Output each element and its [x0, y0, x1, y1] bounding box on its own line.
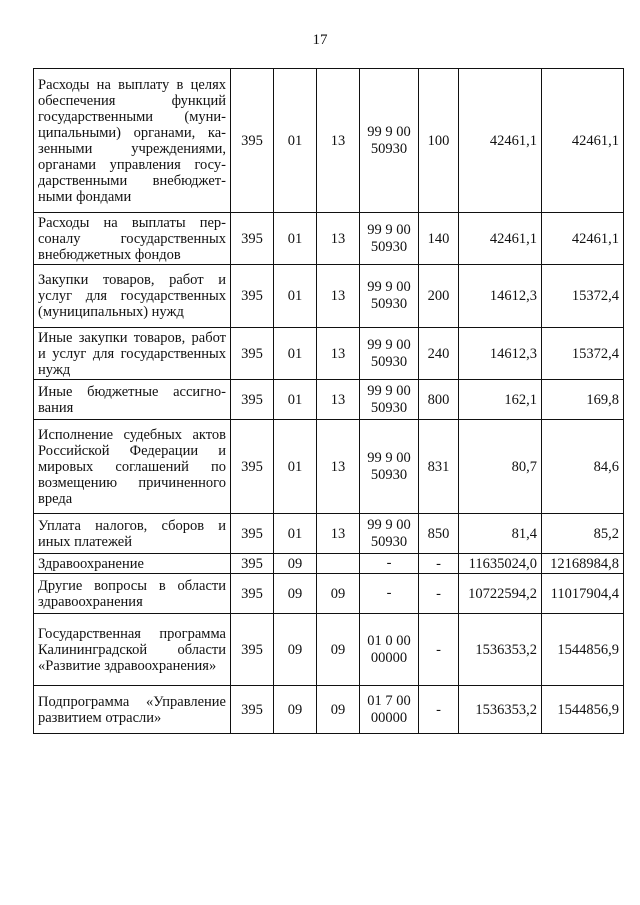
- expense-type-code: -: [419, 614, 459, 686]
- target-article-code: -: [360, 574, 419, 614]
- subsection-code: 13: [317, 328, 360, 380]
- ministry-code: 395: [231, 514, 274, 554]
- budget-table: [33, 68, 624, 734]
- section-code: 01: [274, 265, 317, 328]
- table-row: [34, 614, 624, 686]
- amount-year-1: 11635024,0: [459, 554, 542, 574]
- row-name: Уплата налогов, сборов и иных платежей: [34, 514, 231, 554]
- amount-year-2: 15372,4: [542, 328, 624, 380]
- amount-year-2: 15372,4: [542, 265, 624, 328]
- table-row: [34, 686, 624, 734]
- ministry-code: 395: [231, 420, 274, 514]
- subsection-code: 13: [317, 213, 360, 265]
- expense-type-code: 831: [419, 420, 459, 514]
- amount-year-2: 85,2: [542, 514, 624, 554]
- table-row: [34, 554, 624, 574]
- amount-year-1: 1536353,2: [459, 686, 542, 734]
- subsection-code: 13: [317, 265, 360, 328]
- target-article-code: 99 9 00 50930: [360, 328, 419, 380]
- table-row: [34, 213, 624, 265]
- ministry-code: 395: [231, 265, 274, 328]
- amount-year-2: 1544856,9: [542, 686, 624, 734]
- expense-type-code: -: [419, 554, 459, 574]
- target-article-code: 01 0 00 00000: [360, 614, 419, 686]
- page-number: 17: [312, 32, 328, 48]
- expense-type-code: 240: [419, 328, 459, 380]
- row-name: Расходы на выплаты персоналу государственных внебюджетных фондов: [34, 213, 231, 265]
- amount-year-2: 11017904,4: [542, 574, 624, 614]
- section-code: 09: [274, 614, 317, 686]
- subsection-code: 13: [317, 514, 360, 554]
- row-name: Здравоохранение: [34, 554, 231, 574]
- subsection-code: 13: [317, 380, 360, 420]
- table-row: [34, 574, 624, 614]
- row-name: Другие вопросы в области здравоохранения: [34, 574, 231, 614]
- section-code: 01: [274, 69, 317, 213]
- expense-type-code: -: [419, 574, 459, 614]
- amount-year-1: 80,7: [459, 420, 542, 514]
- amount-year-1: 162,1: [459, 380, 542, 420]
- amount-year-1: 42461,1: [459, 69, 542, 213]
- row-name: Подпрограмма «Управление развитием отрасли»: [34, 686, 231, 734]
- target-article-code: -: [360, 554, 419, 574]
- expense-type-code: 850: [419, 514, 459, 554]
- section-code: 09: [274, 554, 317, 574]
- ministry-code: 395: [231, 213, 274, 265]
- amount-year-2: 12168984,8: [542, 554, 624, 574]
- section-code: 01: [274, 514, 317, 554]
- subsection-code: 09: [317, 614, 360, 686]
- target-article-code: 99 9 00 50930: [360, 69, 419, 213]
- expense-type-code: 100: [419, 69, 459, 213]
- amount-year-1: 14612,3: [459, 328, 542, 380]
- row-name: Исполнение судебных актов Российской Федерации и мировых соглашений по возмещению причиненного вреда: [34, 420, 231, 514]
- subsection-code: 13: [317, 420, 360, 514]
- row-name: Закупки товаров, работ и услуг для государственных (муниципальных) нужд: [34, 265, 231, 328]
- target-article-code: 99 9 00 50930: [360, 420, 419, 514]
- subsection-code: 09: [317, 686, 360, 734]
- section-code: 01: [274, 328, 317, 380]
- target-article-code: 99 9 00 50930: [360, 213, 419, 265]
- amount-year-1: 14612,3: [459, 265, 542, 328]
- table-row: [34, 514, 624, 554]
- ministry-code: 395: [231, 69, 274, 213]
- section-code: 09: [274, 574, 317, 614]
- target-article-code: 99 9 00 50930: [360, 265, 419, 328]
- amount-year-2: 84,6: [542, 420, 624, 514]
- table-row: [34, 69, 624, 213]
- amount-year-2: 42461,1: [542, 213, 624, 265]
- ministry-code: 395: [231, 328, 274, 380]
- amount-year-1: 1536353,2: [459, 614, 542, 686]
- expense-type-code: -: [419, 686, 459, 734]
- amount-year-1: 81,4: [459, 514, 542, 554]
- subsection-code: 09: [317, 574, 360, 614]
- row-name: Расходы на выплату в целях обеспечения функций государственными (муниципальными) органами, казенными учреждениями, органами управления государственными внебюджетными фондами: [34, 69, 231, 213]
- table-row: [34, 265, 624, 328]
- section-code: 01: [274, 213, 317, 265]
- subsection-code: [317, 554, 360, 574]
- section-code: 01: [274, 420, 317, 514]
- amount-year-2: 169,8: [542, 380, 624, 420]
- ministry-code: 395: [231, 554, 274, 574]
- row-name: Иные бюджетные ассигнования: [34, 380, 231, 420]
- table-row: [34, 328, 624, 380]
- expense-type-code: 800: [419, 380, 459, 420]
- ministry-code: 395: [231, 614, 274, 686]
- target-article-code: 99 9 00 50930: [360, 514, 419, 554]
- expense-type-code: 200: [419, 265, 459, 328]
- expense-type-code: 140: [419, 213, 459, 265]
- ministry-code: 395: [231, 686, 274, 734]
- row-name: Государственная программа Калининградской области «Развитие здравоохранения»: [34, 614, 231, 686]
- section-code: 01: [274, 380, 317, 420]
- ministry-code: 395: [231, 574, 274, 614]
- target-article-code: 01 7 00 00000: [360, 686, 419, 734]
- amount-year-1: 42461,1: [459, 213, 542, 265]
- subsection-code: 13: [317, 69, 360, 213]
- table-row: [34, 420, 624, 514]
- row-name: Иные закупки товаров, работ и услуг для государственных нужд: [34, 328, 231, 380]
- amount-year-2: 1544856,9: [542, 614, 624, 686]
- target-article-code: 99 9 00 50930: [360, 380, 419, 420]
- amount-year-2: 42461,1: [542, 69, 624, 213]
- amount-year-1: 10722594,2: [459, 574, 542, 614]
- ministry-code: 395: [231, 380, 274, 420]
- section-code: 09: [274, 686, 317, 734]
- table-row: [34, 380, 624, 420]
